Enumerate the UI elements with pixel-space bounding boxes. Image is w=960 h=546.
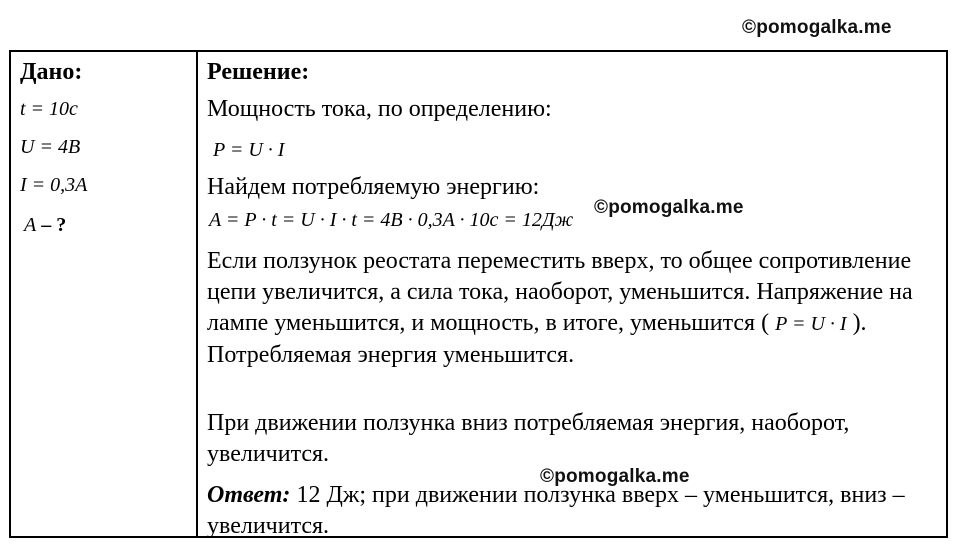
answer [207, 480, 942, 542]
answer-label: Ответ: [207, 482, 291, 508]
formula-energy: A = P · t = U · I · t = 4B · 0,3A · 10c = 12Дж [209, 209, 574, 231]
column-divider [196, 52, 198, 536]
solution-line-energy: Найдем потребляемую энергию: [207, 174, 540, 200]
given-unknown: A – ? [24, 214, 67, 236]
given-current: I = 0,3A [20, 174, 88, 196]
paragraph-up: Если ползунок реостата переместить вверх, то общее сопротивление цепи увеличится, а сила тока, наоборот, уменьшится. Напряжение на лампе уменьшится, и мощность, в итоге, уменьшится ( P = U · I ). Потребляемая энергия уменьшится. [207, 248, 913, 368]
watermark-bottom: ©pomogalka.me [540, 466, 690, 487]
watermark-top: ©pomogalka.me [742, 17, 892, 38]
inline-formula: P = U · I [775, 313, 847, 335]
given-voltage: U = 4B [20, 136, 81, 158]
formula-power: P = U · I [213, 139, 285, 161]
solution-line-power: Мощность тока, по определению: [207, 96, 552, 122]
watermark-middle: ©pomogalka.me [594, 197, 744, 218]
solution-header: Решение: [207, 59, 310, 85]
given-column [20, 58, 190, 236]
problem-table [9, 50, 948, 538]
paragraph-down: При движении ползунка вниз потребляемая энергия, наоборот, увеличится. [207, 410, 850, 467]
given-header: Дано: [20, 59, 83, 85]
given-time: t = 10c [20, 98, 78, 120]
answer-text: 12 Дж; при движении ползунка вверх – уменьшится, вниз – увеличится. [207, 482, 905, 539]
